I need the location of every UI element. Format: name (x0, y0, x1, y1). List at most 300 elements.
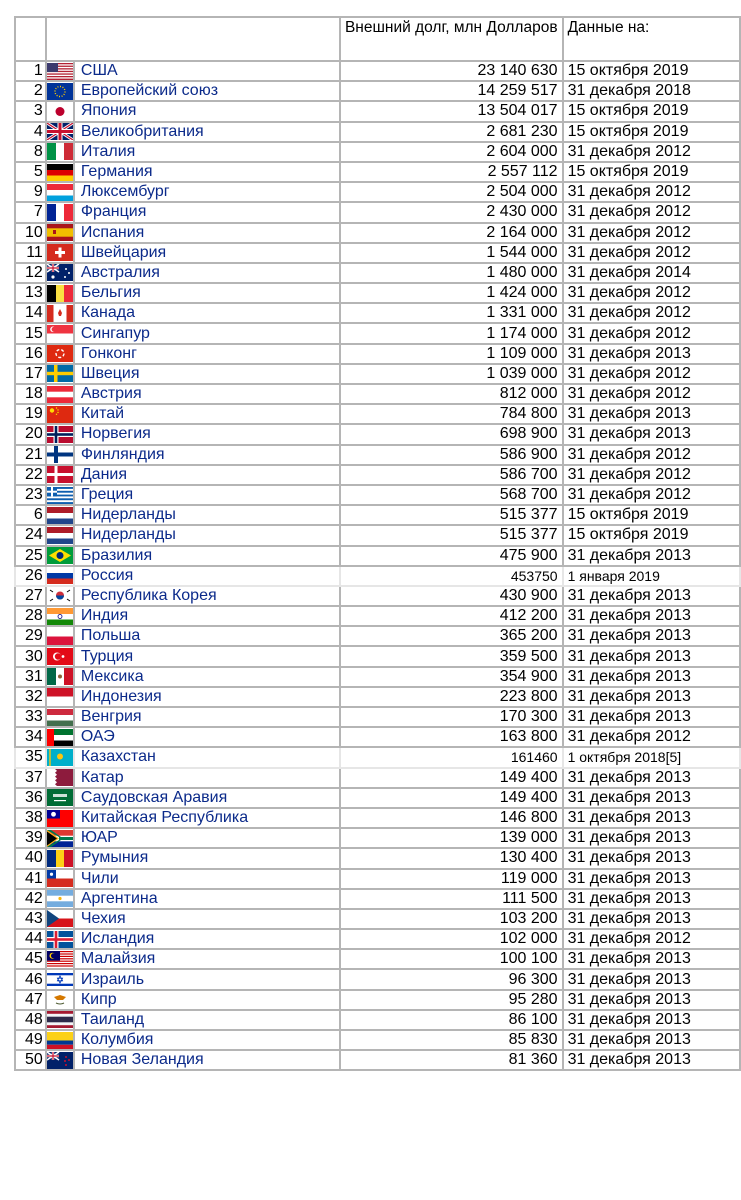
debt-value: 354 900 (340, 667, 563, 687)
flag-ch-icon (46, 243, 74, 263)
table-row (15, 990, 740, 1010)
debt-value: 139 000 (340, 828, 563, 848)
flag-ar-icon (46, 889, 74, 909)
data-date: 31 декабря 2013 (563, 707, 740, 727)
row-rank: 15 (15, 323, 46, 343)
flag-il-icon (46, 969, 74, 989)
table-row (15, 566, 740, 586)
table-row (15, 687, 740, 707)
country-link[interactable]: Германия (74, 162, 340, 182)
country-link[interactable]: Япония (74, 101, 340, 121)
flag-cl-icon (46, 869, 74, 889)
debt-value: 515 377 (340, 525, 563, 545)
country-link[interactable]: Швейцария (74, 243, 340, 263)
debt-value: 2 681 230 (340, 122, 563, 142)
table-row (15, 485, 740, 505)
data-date: 15 октября 2019 (563, 525, 740, 545)
flag-nl-icon (46, 525, 74, 545)
data-date: 31 декабря 2012 (563, 929, 740, 949)
flag-eu-icon (46, 81, 74, 101)
flag-sg-icon (46, 323, 74, 343)
data-date: 31 декабря 2012 (563, 303, 740, 323)
data-date: 31 декабря 2012 (563, 142, 740, 162)
row-rank: 29 (15, 626, 46, 646)
debt-value: 170 300 (340, 707, 563, 727)
country-link[interactable]: Израиль (74, 969, 340, 989)
row-rank: 28 (15, 606, 46, 626)
table-row (15, 364, 740, 384)
debt-value: 784 800 (340, 404, 563, 424)
country-link[interactable]: Кипр (74, 990, 340, 1010)
country-link[interactable]: Бельгия (74, 283, 340, 303)
country-link[interactable]: Румыния (74, 848, 340, 868)
flag-hu-icon (46, 707, 74, 727)
flag-kz-icon (46, 747, 74, 767)
flag-is-icon (46, 929, 74, 949)
row-rank: 12 (15, 263, 46, 283)
country-link[interactable]: Колумбия (74, 1030, 340, 1050)
row-rank: 30 (15, 646, 46, 666)
flag-us-icon (46, 61, 74, 81)
row-rank: 5 (15, 162, 46, 182)
data-date: 15 октября 2019 (563, 101, 740, 121)
country-link[interactable]: Россия (74, 566, 340, 586)
row-rank: 25 (15, 546, 46, 566)
row-rank: 14 (15, 303, 46, 323)
data-date: 1 января 2019 (563, 566, 740, 586)
header-date: Данные на: (563, 17, 740, 61)
debt-value: 103 200 (340, 909, 563, 929)
flag-fi-icon (46, 445, 74, 465)
debt-value: 163 800 (340, 727, 563, 747)
table-row (15, 828, 740, 848)
country-link[interactable]: Австралия (74, 263, 340, 283)
row-rank: 33 (15, 707, 46, 727)
data-date: 15 октября 2019 (563, 61, 740, 81)
country-link[interactable]: Финляндия (74, 445, 340, 465)
flag-nl-icon (46, 505, 74, 525)
flag-fr-icon (46, 202, 74, 222)
flag-id-icon (46, 687, 74, 707)
data-date: 31 декабря 2013 (563, 990, 740, 1010)
data-date: 31 декабря 2013 (563, 788, 740, 808)
table-row (15, 929, 740, 949)
table-row (15, 667, 740, 687)
country-link[interactable]: Испания (74, 223, 340, 243)
debt-value: 149 400 (340, 788, 563, 808)
row-rank: 13 (15, 283, 46, 303)
table-row (15, 747, 740, 767)
table-row (15, 768, 740, 788)
row-rank: 32 (15, 687, 46, 707)
table-row (15, 889, 740, 909)
table-row (15, 626, 740, 646)
country-link[interactable]: Таиланд (74, 1010, 340, 1030)
flag-se-icon (46, 364, 74, 384)
table-row (15, 323, 740, 343)
country-link[interactable]: Мексика (74, 667, 340, 687)
table-row (15, 465, 740, 485)
flag-jp-icon (46, 101, 74, 121)
country-link[interactable]: Франция (74, 202, 340, 222)
data-date: 31 декабря 2013 (563, 828, 740, 848)
flag-no-icon (46, 424, 74, 444)
debt-value: 85 830 (340, 1030, 563, 1050)
row-rank: 20 (15, 424, 46, 444)
table-row (15, 142, 740, 162)
row-rank: 16 (15, 344, 46, 364)
table-row (15, 505, 740, 525)
data-date: 15 октября 2019 (563, 505, 740, 525)
country-link[interactable]: Исландия (74, 929, 340, 949)
flag-co-icon (46, 1030, 74, 1050)
country-link[interactable]: Великобритания (74, 122, 340, 142)
row-rank: 38 (15, 808, 46, 828)
row-rank: 41 (15, 869, 46, 889)
debt-value: 586 700 (340, 465, 563, 485)
country-link[interactable]: Малайзия (74, 949, 340, 969)
debt-value: 1 039 000 (340, 364, 563, 384)
data-date: 31 декабря 2013 (563, 848, 740, 868)
data-date: 31 декабря 2013 (563, 606, 740, 626)
flag-ru-icon (46, 566, 74, 586)
data-date: 31 декабря 2013 (563, 768, 740, 788)
country-link[interactable]: Люксембург (74, 182, 340, 202)
row-rank: 40 (15, 848, 46, 868)
data-date: 31 декабря 2013 (563, 969, 740, 989)
country-link[interactable]: Гонконг (74, 344, 340, 364)
country-link[interactable]: Бразилия (74, 546, 340, 566)
country-link[interactable]: Нидерланды (74, 525, 340, 545)
row-rank: 50 (15, 1050, 46, 1070)
table-row (15, 808, 740, 828)
country-link[interactable]: Польша (74, 626, 340, 646)
debt-value: 365 200 (340, 626, 563, 646)
data-date: 31 декабря 2013 (563, 344, 740, 364)
table-row (15, 404, 740, 424)
data-date: 31 декабря 2012 (563, 445, 740, 465)
debt-value: 119 000 (340, 869, 563, 889)
table-row (15, 606, 740, 626)
debt-value: 86 100 (340, 1010, 563, 1030)
country-link[interactable]: Аргентина (74, 889, 340, 909)
flag-dk-icon (46, 465, 74, 485)
debt-value: 2 557 112 (340, 162, 563, 182)
data-date: 31 декабря 2012 (563, 323, 740, 343)
country-link[interactable]: Канада (74, 303, 340, 323)
table-row (15, 788, 740, 808)
table-row (15, 969, 740, 989)
country-link[interactable]: Чехия (74, 909, 340, 929)
debt-value: 1 109 000 (340, 344, 563, 364)
table-row (15, 122, 740, 142)
country-link[interactable]: Саудовская Аравия (74, 788, 340, 808)
row-rank: 18 (15, 384, 46, 404)
row-rank: 10 (15, 223, 46, 243)
debt-value: 149 400 (340, 768, 563, 788)
table-row (15, 384, 740, 404)
debt-value: 568 700 (340, 485, 563, 505)
country-link[interactable]: Катар (74, 768, 340, 788)
data-date: 31 декабря 2013 (563, 869, 740, 889)
table-row (15, 848, 740, 868)
row-rank: 47 (15, 990, 46, 1010)
row-rank: 11 (15, 243, 46, 263)
flag-lu-icon (46, 182, 74, 202)
table-row (15, 707, 740, 727)
flag-ca-icon (46, 303, 74, 323)
flag-kr-icon (46, 586, 74, 606)
debt-value: 130 400 (340, 848, 563, 868)
data-date: 15 октября 2019 (563, 122, 740, 142)
row-rank: 36 (15, 788, 46, 808)
header-country (46, 17, 340, 61)
row-rank: 46 (15, 969, 46, 989)
flag-cn-icon (46, 404, 74, 424)
flag-tw-icon (46, 808, 74, 828)
country-link[interactable]: Новая Зеландия (74, 1050, 340, 1070)
row-rank: 4 (15, 122, 46, 142)
header-debt: Внешний долг, млн Долларов (340, 17, 563, 61)
debt-value: 515 377 (340, 505, 563, 525)
data-date: 31 декабря 2013 (563, 1010, 740, 1030)
table-row (15, 101, 740, 121)
data-date: 31 декабря 2013 (563, 424, 740, 444)
country-link[interactable]: США (74, 61, 340, 81)
country-link[interactable]: Чили (74, 869, 340, 889)
row-rank: 7 (15, 202, 46, 222)
table-row (15, 869, 740, 889)
data-date: 31 декабря 2012 (563, 202, 740, 222)
row-rank: 17 (15, 364, 46, 384)
country-link[interactable]: Турция (74, 646, 340, 666)
debt-value: 1 480 000 (340, 263, 563, 283)
debt-value: 1 331 000 (340, 303, 563, 323)
table-row (15, 445, 740, 465)
row-rank: 44 (15, 929, 46, 949)
flag-hk-icon (46, 344, 74, 364)
row-rank: 45 (15, 949, 46, 969)
table-row (15, 303, 740, 323)
data-date: 1 октября 2018[5] (563, 747, 740, 767)
country-link[interactable]: ЮАР (74, 828, 340, 848)
data-date: 31 декабря 2012 (563, 465, 740, 485)
data-date: 31 декабря 2013 (563, 404, 740, 424)
flag-mx-icon (46, 667, 74, 687)
debt-value: 161460 (340, 747, 563, 767)
data-date: 31 декабря 2012 (563, 384, 740, 404)
flag-it-icon (46, 142, 74, 162)
debt-value: 475 900 (340, 546, 563, 566)
table-row (15, 202, 740, 222)
data-date: 31 декабря 2013 (563, 1050, 740, 1070)
flag-za-icon (46, 828, 74, 848)
flag-cz-icon (46, 909, 74, 929)
country-link[interactable]: Индонезия (74, 687, 340, 707)
data-date: 31 декабря 2012 (563, 364, 740, 384)
debt-value: 81 360 (340, 1050, 563, 1070)
row-rank: 31 (15, 667, 46, 687)
table-row (15, 344, 740, 364)
country-link[interactable]: Венгрия (74, 707, 340, 727)
table-row (15, 646, 740, 666)
row-rank: 43 (15, 909, 46, 929)
data-date: 15 октября 2019 (563, 162, 740, 182)
debt-value: 2 604 000 (340, 142, 563, 162)
country-link[interactable]: Китай (74, 404, 340, 424)
flag-nz-icon (46, 1050, 74, 1070)
flag-qa-icon (46, 768, 74, 788)
data-date: 31 декабря 2012 (563, 283, 740, 303)
table-row (15, 182, 740, 202)
row-rank: 1 (15, 61, 46, 81)
flag-th-icon (46, 1010, 74, 1030)
data-date: 31 декабря 2013 (563, 808, 740, 828)
debt-value: 2 164 000 (340, 223, 563, 243)
flag-pl-icon (46, 626, 74, 646)
table-row (15, 424, 740, 444)
table-row (15, 283, 740, 303)
row-rank: 23 (15, 485, 46, 505)
row-rank: 27 (15, 586, 46, 606)
row-rank: 9 (15, 182, 46, 202)
table-row (15, 546, 740, 566)
data-date: 31 декабря 2018 (563, 81, 740, 101)
table-row (15, 1010, 740, 1030)
table-row (15, 727, 740, 747)
debt-value: 111 500 (340, 889, 563, 909)
flag-es-icon (46, 223, 74, 243)
country-link[interactable]: Европейский союз (74, 81, 340, 101)
debt-value: 1 424 000 (340, 283, 563, 303)
country-link[interactable]: Индия (74, 606, 340, 626)
debt-value: 14 259 517 (340, 81, 563, 101)
debt-value: 698 900 (340, 424, 563, 444)
flag-ro-icon (46, 848, 74, 868)
debt-value: 430 900 (340, 586, 563, 606)
data-date: 31 декабря 2013 (563, 687, 740, 707)
flag-de-icon (46, 162, 74, 182)
country-link[interactable]: Сингапур (74, 323, 340, 343)
debt-value: 412 200 (340, 606, 563, 626)
country-link[interactable]: ОАЭ (74, 727, 340, 747)
table-row (15, 949, 740, 969)
country-link[interactable]: Дания (74, 465, 340, 485)
data-date: 31 декабря 2013 (563, 626, 740, 646)
table-row (15, 1030, 740, 1050)
flag-be-icon (46, 283, 74, 303)
debt-value: 359 500 (340, 646, 563, 666)
row-rank: 42 (15, 889, 46, 909)
row-rank: 26 (15, 566, 46, 586)
flag-sa-icon (46, 788, 74, 808)
country-link[interactable]: Греция (74, 485, 340, 505)
debt-value: 2 504 000 (340, 182, 563, 202)
debt-value: 2 430 000 (340, 202, 563, 222)
row-rank: 48 (15, 1010, 46, 1030)
country-link[interactable]: Китайская Республика (74, 808, 340, 828)
table-row (15, 909, 740, 929)
debt-value: 95 280 (340, 990, 563, 1010)
row-rank: 34 (15, 727, 46, 747)
table-row (15, 1050, 740, 1070)
debt-value: 146 800 (340, 808, 563, 828)
table-row (15, 525, 740, 545)
country-link[interactable]: Италия (74, 142, 340, 162)
flag-gr-icon (46, 485, 74, 505)
data-date: 31 декабря 2013 (563, 586, 740, 606)
data-date: 31 декабря 2012 (563, 485, 740, 505)
country-link[interactable]: Австрия (74, 384, 340, 404)
table-row (15, 223, 740, 243)
row-rank: 22 (15, 465, 46, 485)
country-link[interactable]: Швеция (74, 364, 340, 384)
flag-cy-icon (46, 990, 74, 1010)
country-link[interactable]: Норвегия (74, 424, 340, 444)
debt-value: 23 140 630 (340, 61, 563, 81)
data-date: 31 декабря 2012 (563, 223, 740, 243)
flag-my-icon (46, 949, 74, 969)
flag-at-icon (46, 384, 74, 404)
row-rank: 49 (15, 1030, 46, 1050)
debt-value: 586 900 (340, 445, 563, 465)
row-rank: 6 (15, 505, 46, 525)
data-date: 31 декабря 2013 (563, 1030, 740, 1050)
row-rank: 21 (15, 445, 46, 465)
flag-tr-icon (46, 646, 74, 666)
data-date: 31 декабря 2014 (563, 263, 740, 283)
data-date: 31 декабря 2012 (563, 182, 740, 202)
country-link[interactable]: Казахстан (74, 747, 340, 767)
data-date: 31 декабря 2013 (563, 667, 740, 687)
debt-value: 96 300 (340, 969, 563, 989)
external-debt-table (14, 16, 741, 1071)
data-date: 31 декабря 2013 (563, 949, 740, 969)
row-rank: 35 (15, 747, 46, 767)
data-date: 31 декабря 2012 (563, 243, 740, 263)
data-date: 31 декабря 2013 (563, 909, 740, 929)
row-rank: 37 (15, 768, 46, 788)
country-link[interactable]: Республика Корея (74, 586, 340, 606)
debt-value: 223 800 (340, 687, 563, 707)
debt-value: 13 504 017 (340, 101, 563, 121)
table-row (15, 61, 740, 81)
debt-value: 1 544 000 (340, 243, 563, 263)
country-link[interactable]: Нидерланды (74, 505, 340, 525)
row-rank: 24 (15, 525, 46, 545)
flag-br-icon (46, 546, 74, 566)
row-rank: 3 (15, 101, 46, 121)
flag-gb-icon (46, 122, 74, 142)
header-rank (15, 17, 46, 61)
row-rank: 39 (15, 828, 46, 848)
data-date: 31 декабря 2013 (563, 646, 740, 666)
table-row (15, 81, 740, 101)
debt-value: 100 100 (340, 949, 563, 969)
data-date: 31 декабря 2012 (563, 727, 740, 747)
row-rank: 8 (15, 142, 46, 162)
data-date: 31 декабря 2013 (563, 889, 740, 909)
table-header-row (15, 17, 740, 61)
debt-value: 102 000 (340, 929, 563, 949)
data-date: 31 декабря 2013 (563, 546, 740, 566)
table-row (15, 586, 740, 606)
debt-value: 1 174 000 (340, 323, 563, 343)
flag-ae-icon (46, 727, 74, 747)
debt-value: 453750 (340, 566, 563, 586)
debt-value: 812 000 (340, 384, 563, 404)
table-row (15, 263, 740, 283)
